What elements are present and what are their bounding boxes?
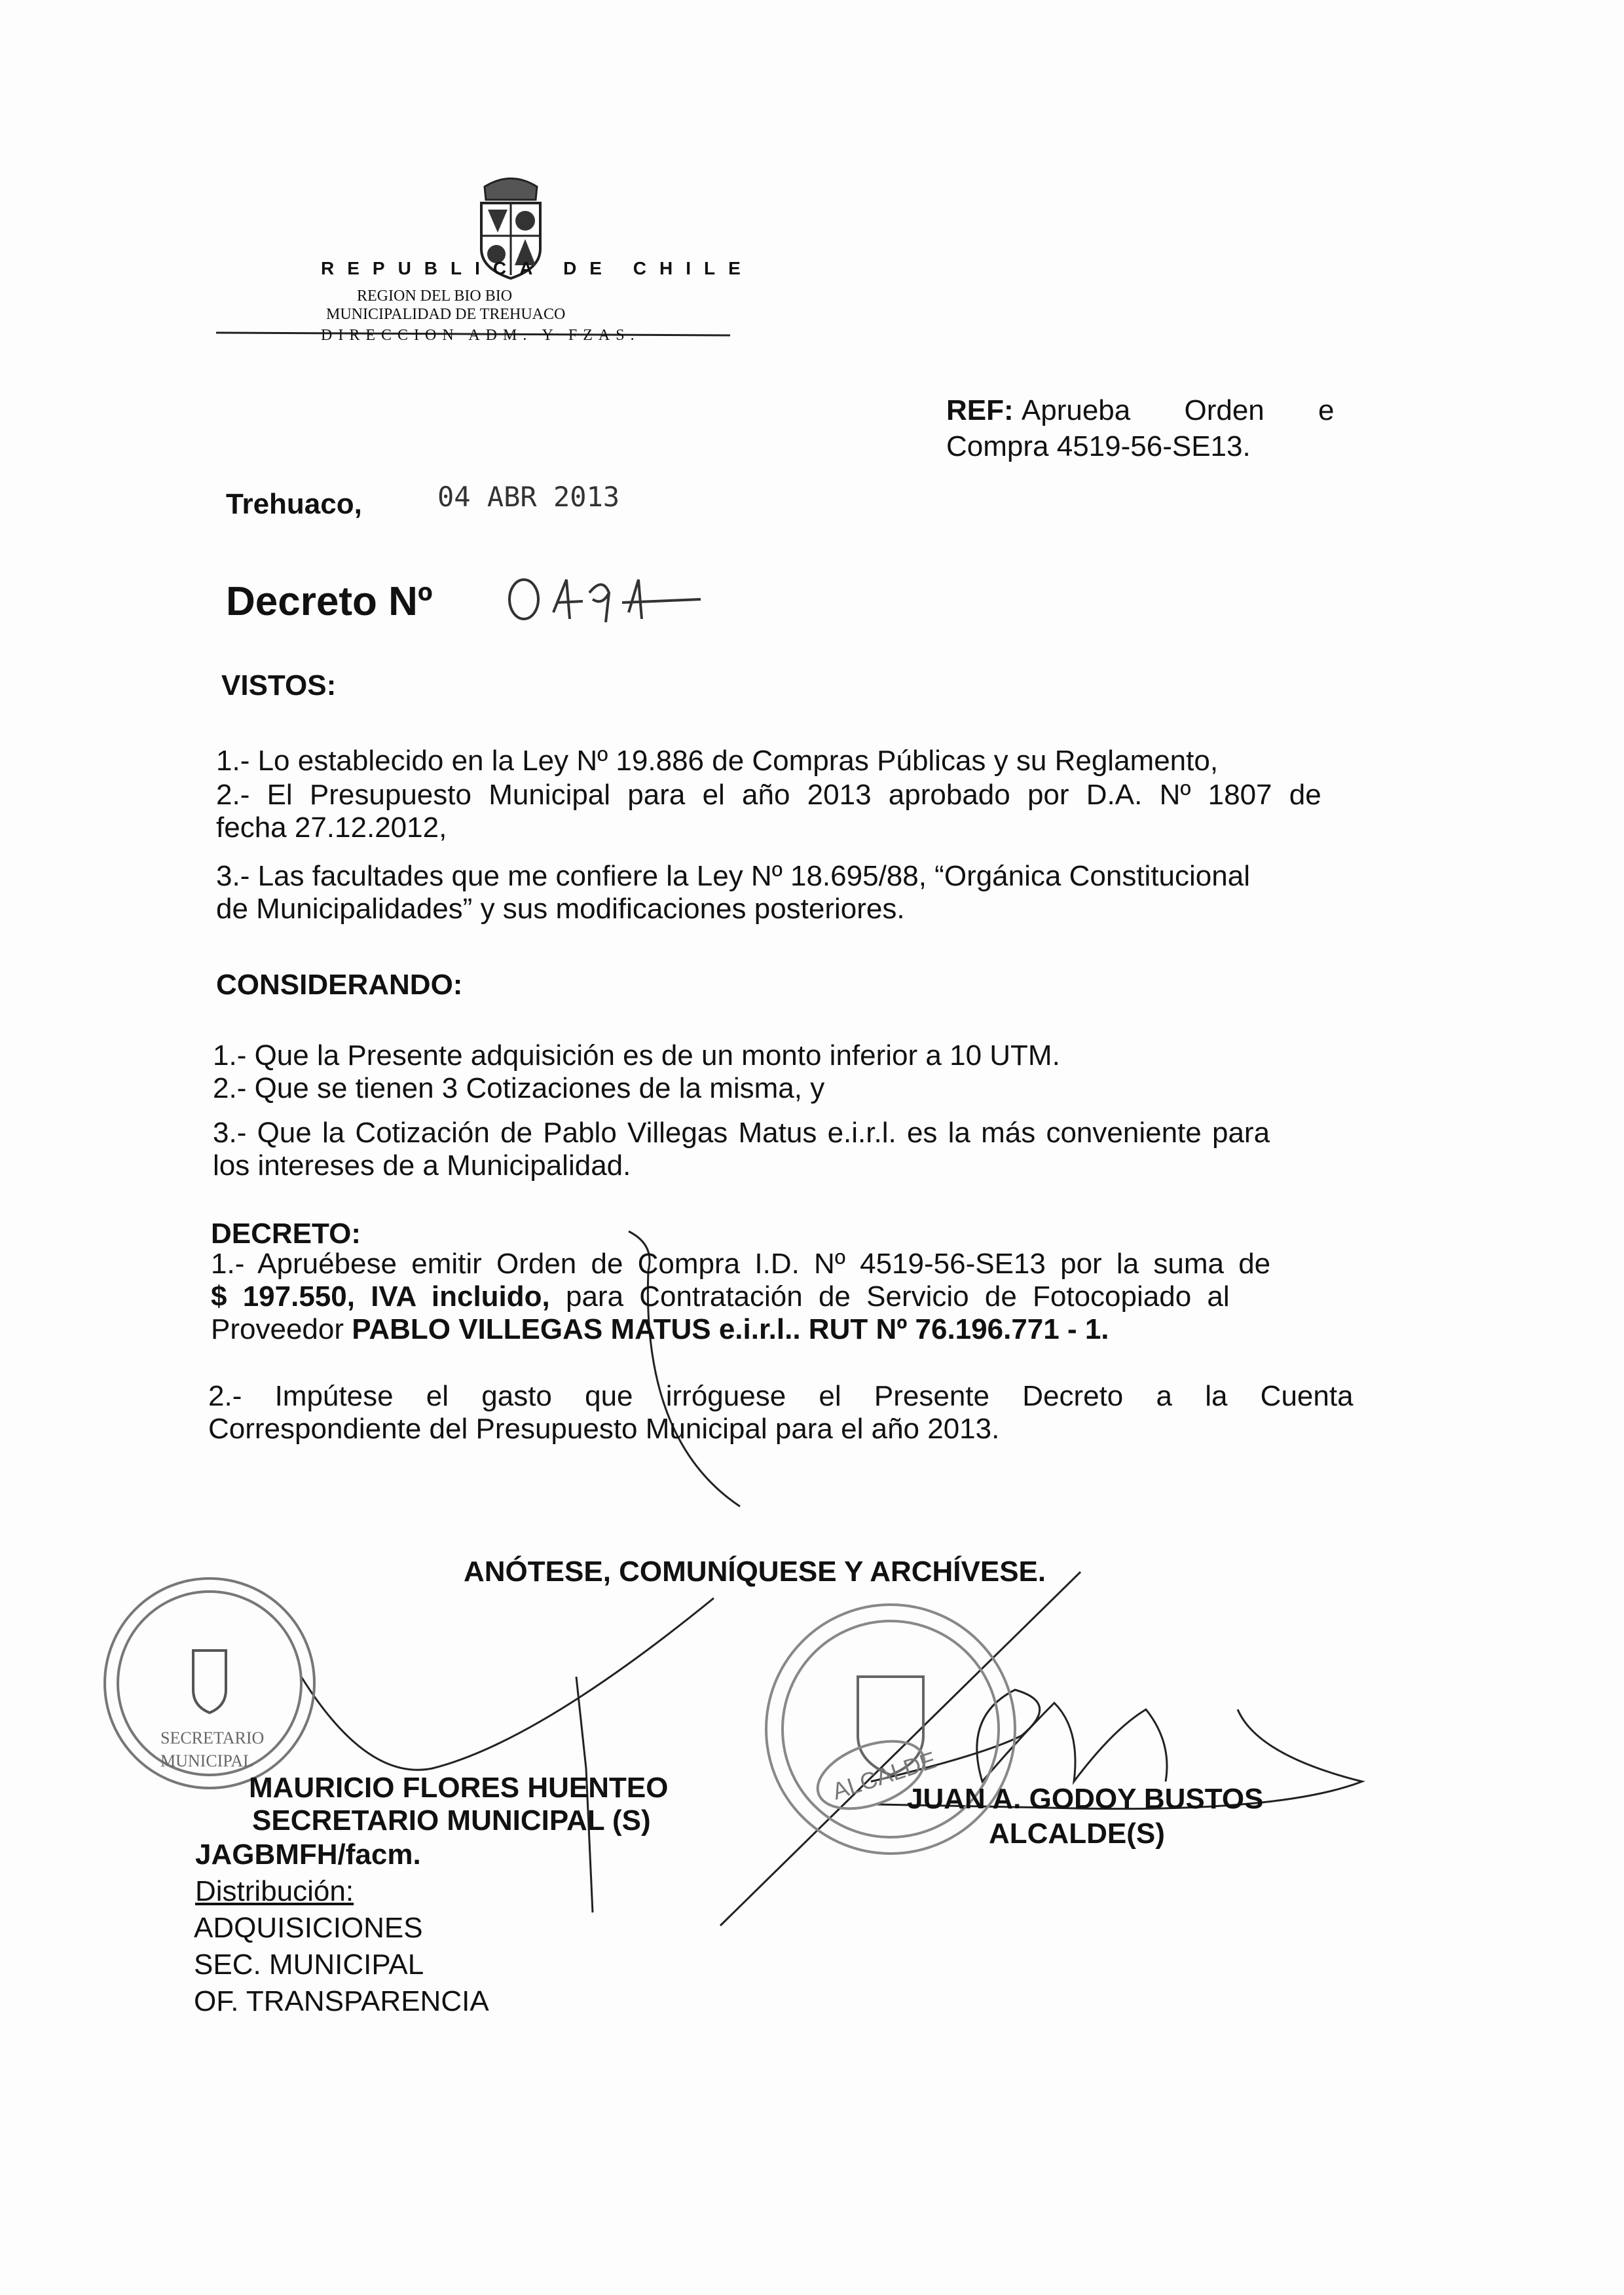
place: Trehuaco, <box>226 488 362 520</box>
vistos-line: fecha 27.12.2012, <box>216 812 447 844</box>
ref-label: REF: <box>946 394 1014 426</box>
header-republic: REPUBLICA DE CHILE <box>321 258 754 278</box>
signature-right <box>720 1572 1362 1926</box>
ref-line-2: Compra 4519-56-SE13. <box>946 430 1251 462</box>
decreto-line <box>211 1282 1230 1311</box>
decreto-line <box>211 1315 1109 1344</box>
header-region: REGION DEL BIO BIO <box>357 288 513 305</box>
seal-right-icon <box>766 1605 1015 1854</box>
initials: JAGBMFH/facm. <box>195 1838 421 1871</box>
handwritten-decree-number <box>509 580 701 622</box>
decreto-line: 1.- Apruébese emitir Orden de Compra I.D. Nº 4519-56-SE13 por la suma de <box>211 1248 1271 1280</box>
svg-text:SECRETARIO: SECRETARIO <box>160 1728 265 1747</box>
decree-label: Decreto Nº <box>226 579 433 624</box>
ref-line-1 <box>946 396 1334 425</box>
signer-left-name: MAURICIO FLORES HUENTEO <box>249 1772 669 1804</box>
considerando-line: los intereses de a Municipalidad. <box>213 1149 631 1182</box>
svg-text:MUNICIPAL: MUNICIPAL <box>160 1751 254 1770</box>
considerando-line: 1.- Que la Presente adquisición es de un monto inferior a 10 UTM. <box>213 1039 1060 1072</box>
distribution-item: ADQUISICIONES <box>194 1912 423 1944</box>
decreto-line: Correspondiente del Presupuesto Municipal para el año 2013. <box>208 1413 1000 1445</box>
date-stamp: 04 ABR 2013 <box>437 481 620 513</box>
vistos-line: de Municipalidades” y sus modificaciones posteriores. <box>216 893 905 925</box>
considerando-line: 2.- Que se tienen 3 Cotizaciones de la misma, y <box>213 1072 825 1104</box>
supplier: PABLO VILLEGAS MATUS e.i.r.l.. RUT Nº 76.196.771 - 1. <box>352 1313 1109 1345</box>
distribution-item: SEC. MUNICIPAL <box>194 1949 424 1981</box>
header-department: DIRECCION ADM. Y FZAS. <box>321 327 640 344</box>
header-municipality: MUNICIPALIDAD DE TREHUACO <box>326 306 566 323</box>
distribution-title: Distribución: <box>195 1875 354 1907</box>
text: Proveedor <box>211 1313 352 1345</box>
vistos-line: 3.- Las facultades que me confiere la Ley Nº 18.695/88, “Orgánica Constitucional <box>216 860 1250 892</box>
svg-text:ALCALDE: ALCALDE <box>828 1745 940 1805</box>
text: para Contratación de Servicio de Fotocopiado al <box>549 1280 1230 1313</box>
signer-right-name: JUAN A. GODOY BUSTOS <box>907 1783 1264 1815</box>
amount: $ 197.550, IVA incluido, <box>211 1280 550 1313</box>
considerando-line: 3.- Que la Cotización de Pablo Villegas Matus e.i.r.l. es la más conveniente para <box>213 1117 1270 1149</box>
vistos-line <box>216 747 1395 775</box>
text: 1.- Lo establecido en la Ley Nº 19.886 de Compras Públicas y su Reglamento, <box>216 745 1219 777</box>
signer-right-role: ALCALDE(S) <box>989 1818 1165 1850</box>
signer-left-role: SECRETARIO MUNICIPAL (S) <box>252 1804 651 1837</box>
decreto-line: 2.- Impútese el gasto que irróguese el Presente Decreto a la Cuenta <box>208 1380 1354 1412</box>
seal-left-icon <box>105 1578 314 1788</box>
vistos-title: VISTOS: <box>221 669 337 701</box>
distribution-item: OF. TRANSPARENCIA <box>194 1985 489 2017</box>
considerando-title: CONSIDERANDO: <box>216 969 463 1001</box>
ref-subject: Aprueba Orden e <box>1021 394 1335 426</box>
decreto-title: DECRETO: <box>211 1218 361 1250</box>
closing-formula: ANÓTESE, COMUNÍQUESE Y ARCHÍVESE. <box>464 1556 1046 1588</box>
vistos-line: 2.- El Presupuesto Municipal para el año 2013 aprobado por D.A. Nº 1807 de <box>216 779 1321 811</box>
